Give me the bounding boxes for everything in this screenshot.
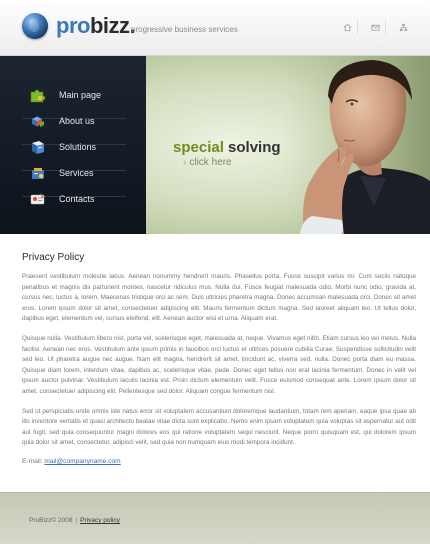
banner-link-label: click here: [189, 157, 232, 168]
arrow-right-icon: ›: [183, 157, 187, 168]
logo-part-bizz: bizz.: [89, 13, 136, 38]
header-icon-bar: [341, 22, 410, 33]
content-paragraph: Praesent vestibulum molestie lacus. Aenean nonummy hendrerit mauris. Phasellus porta. Fusce suscipit varius mi. Cum sociis natoque penatibus et magnis dis parturient montes, nascetur ridiculus mus. Nulla dui. Fusce feugiat malesuada odio. Morbi nunc odio, gravida at, cursus nec, luctus a, lorem. Maecenas tristique orci ac sem. Duis ultricies pharetra magna. Donec accumsan malesuada orci. Donec sit amet eros. Lorem ipsum dolor sit amet, consectetuer adipiscing elit. Mauris fermentum dictum magna. Sed laoreet aliquam leo. Ut tellus dolor, dapibus eget, elementum vel, cursus eleifend, elit. Aenean auctor wisi et urna. Aliquam erat.: [22, 273, 416, 323]
banner-headline: [173, 139, 281, 157]
globe-logo-icon[interactable]: [22, 13, 48, 39]
header-divider: [357, 20, 358, 34]
nav-label: Main page: [59, 90, 102, 100]
nav-item-main-page[interactable]: [0, 83, 146, 109]
mail-icon[interactable]: [369, 22, 382, 33]
promo-banner: [146, 56, 430, 234]
site-tagline: progressive business services: [131, 25, 238, 34]
contact-card-icon: [29, 191, 47, 208]
banner-click-here-link[interactable]: [183, 157, 232, 168]
page-title: Privacy Policy: [22, 252, 85, 263]
home-icon[interactable]: [341, 22, 354, 33]
site-header: [0, 0, 430, 56]
sitemap-icon[interactable]: [397, 22, 410, 33]
copyright-text: ProBizz© 2008: [29, 517, 73, 524]
nav-item-solutions[interactable]: [0, 135, 146, 161]
nav-label: Services: [59, 168, 94, 178]
content-paragraph: Quisque nulla. Vestibulum libero nisl, porta vel, scelerisque eget, malesuada at, neque. Vivamus eget nibh. Etiam cursus leo vel metus. Nulla facilisi. Aenean nec eros. Vestibulum ante ipsum primis in faucibus orci luctus et ultrices posuere cubilia Curae; Suspendisse sollicitudin velit sed leo. Ut pharetra augue nec augue. Nam elit magna, hendrerit sit amet, tincidunt ac, viverra sed, nulla. Donec porta diam eu massa. Quisque diam lorem, interdum vitae, dapibus ac, scelerisque vitae, pede. Donec eget tellus non erat lacinia fermentum. Donec in velit vel ipsum auctor pulvinar. Vestibulum iaculis lacinia est. Proin dictum elementum velit. Fusce euismod consequat ante. Lorem ipsum dolor sit amet, consectetuer adipiscing elit. Pellentesque sed dolor. Aliquam congue fermentum nisl.: [22, 334, 416, 395]
footer-text: [29, 517, 120, 524]
nav-label: Solutions: [59, 142, 97, 152]
hero-section: [0, 56, 430, 234]
logo-part-pro: pro: [56, 13, 90, 38]
nav-item-services[interactable]: [0, 161, 146, 187]
footer-separator: |: [75, 517, 78, 524]
content-paragraph: Sed ut perspiciatis unde omnis iste natus error sit voluptatem accusantium doloremque laudantium, totam rem aperiam, eaque ipsa quae ab illo inventore veritatis et quasi architecto beatae vitae dicta sunt explicabo. Nemo enim ipsam voluptatem quia voluptas sit aspernatur aut odit aut fugit, sed quia consequuntur magni dolores eos qui ratione voluptatem sequi nesciunt. Neque porro quisquam est, qui dolorem ipsum quia dolor sit amet, consectetur, adipisci velit, sed quia non numquam eius modi tempora incidunt.: [22, 407, 416, 447]
banner-headline-word2: solving: [228, 139, 281, 156]
puzzle-icon: [29, 87, 47, 104]
email-line: [22, 458, 416, 465]
email-label: E-mail:: [22, 457, 43, 465]
banner-headline-word1: special: [173, 139, 224, 156]
nav-label: About us: [59, 116, 95, 126]
nav-label: Contacts: [59, 194, 95, 204]
cubes-icon: [29, 113, 47, 130]
nav-item-about-us[interactable]: [0, 109, 146, 135]
email-link[interactable]: mail@companyname.com: [44, 457, 121, 465]
main-content: [22, 252, 416, 465]
book-icon: [29, 139, 47, 156]
privacy-policy-link[interactable]: Privacy policy: [80, 517, 120, 524]
main-navigation: [0, 56, 146, 234]
tools-icon: [29, 165, 47, 182]
site-footer: [0, 492, 430, 544]
businessman-photo: [282, 56, 430, 234]
nav-item-contacts[interactable]: [0, 187, 146, 213]
site-logo[interactable]: [56, 14, 135, 38]
header-divider: [385, 20, 386, 34]
